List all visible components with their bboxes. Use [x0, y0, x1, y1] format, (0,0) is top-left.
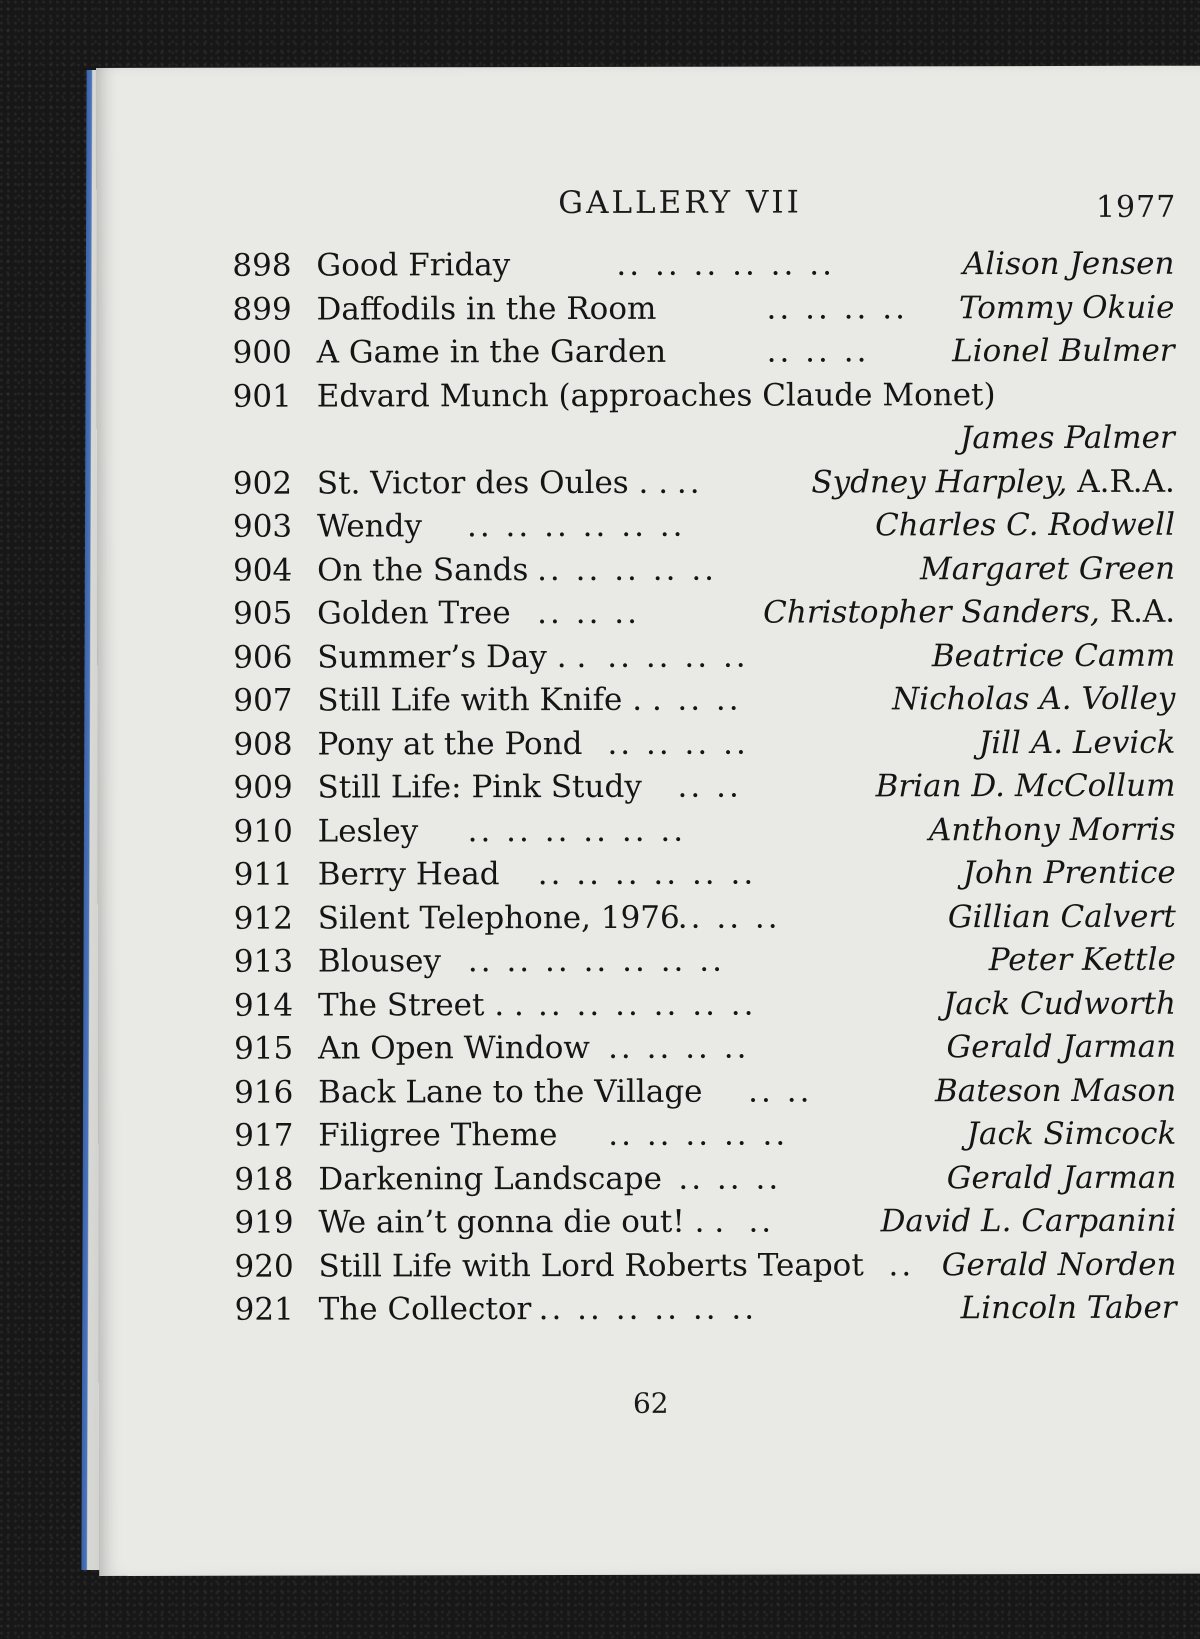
artist-name: Brian D. McCollum	[875, 767, 1176, 805]
entry-number: 905	[233, 595, 293, 632]
entry-number: 913	[233, 943, 294, 980]
entry-row	[97, 546, 1200, 592]
dot-leader: ..	[748, 1203, 775, 1240]
entry-artist	[947, 1159, 1177, 1195]
entry-number: 902	[232, 465, 293, 502]
catalogue-page	[96, 66, 1200, 1576]
entry-number: 910	[233, 813, 293, 850]
entry-title: Wendy	[316, 508, 423, 545]
entry-row	[98, 1068, 1200, 1114]
entry-artist	[920, 550, 1175, 587]
artist-name: Lincoln Taber	[960, 1289, 1177, 1327]
dot-leader: .. .. ..	[766, 333, 870, 370]
entry-number: 900	[232, 334, 292, 371]
entry-row	[98, 851, 1200, 897]
dot-leader: .. .. ..	[537, 594, 641, 632]
entry-artist	[963, 246, 1175, 282]
entry-title: Berry Head	[317, 856, 500, 893]
entry-artist	[892, 681, 1175, 718]
artist-name: Peter Kettle	[988, 941, 1176, 979]
entry-artist	[935, 1072, 1176, 1109]
entry-title: Darkening Landscape	[318, 1160, 663, 1198]
entry-row	[98, 1199, 1200, 1245]
entry-row	[97, 677, 1200, 723]
entry-title: Still Life: Pink Study	[317, 768, 642, 806]
entry-row	[97, 633, 1200, 679]
entry-title: On the Sands	[317, 551, 529, 589]
dot-leader: .. .. ..	[677, 899, 781, 936]
entry-title: A Game in the Garden	[316, 333, 667, 371]
entry-artist	[967, 1116, 1177, 1152]
entry-row	[98, 1155, 1200, 1201]
entry-row	[98, 981, 1200, 1027]
artist-name: Gerald Jarman	[946, 1028, 1177, 1066]
entry-title: An Open Window	[318, 1029, 590, 1067]
artist-name: Jill A. Levick	[978, 724, 1176, 761]
dot-leader: .. ..	[677, 681, 742, 718]
artist-name: Beatrice Camm	[931, 637, 1176, 674]
page-number: 62	[632, 1386, 669, 1420]
entry-row	[97, 416, 1200, 462]
dot-leader: .. .. .. .. .. ..	[467, 812, 687, 849]
entry-artist	[929, 811, 1176, 848]
entry-title: Back Lane to the Village	[318, 1073, 703, 1111]
dot-leader: .. .. .. .. .. ..	[537, 986, 757, 1023]
entry-title: St. Victor des Oules . .	[316, 464, 669, 502]
artist-name: Tommy Okuie	[958, 289, 1175, 326]
entry-number: 898	[232, 247, 292, 284]
entry-row	[98, 894, 1200, 940]
dot-leader: .. .. ..	[678, 1160, 782, 1197]
entry-row	[96, 285, 1200, 331]
entry-number: 920	[234, 1248, 294, 1285]
artist-name: Gillian Calvert	[947, 898, 1176, 935]
artist-suffix: R.A.	[1109, 593, 1176, 630]
entry-artist	[763, 594, 1175, 631]
dot-leader	[617, 420, 911, 421]
artist-name: Lionel Bulmer	[952, 332, 1175, 370]
entry-row	[97, 503, 1200, 549]
dot-leader: .. ..	[748, 1073, 813, 1110]
artist-suffix: A.R.A.	[1077, 463, 1175, 500]
entry-title: Daffodils in the Room	[316, 290, 657, 328]
artist-name: Gerald Norden	[941, 1246, 1177, 1283]
entry-artist	[942, 1246, 1177, 1282]
entry-row	[99, 1286, 1200, 1332]
artist-name: James Palmer	[959, 419, 1175, 457]
entry-number: 908	[233, 726, 293, 763]
entry-number: 911	[233, 856, 293, 893]
entry-artist	[952, 333, 1175, 369]
dot-leader: .. .. .. .. .. ..	[537, 855, 757, 893]
artist-name: Anthony Morris	[928, 811, 1176, 848]
entry-artist	[961, 1290, 1177, 1326]
entry-title: Lesley	[317, 812, 419, 850]
entry-title: Still Life with Lord Roberts Teapot	[318, 1246, 864, 1285]
dot-leader: .. .. .. ..	[766, 289, 908, 327]
entry-title: We ain’t gonna die out! . .	[318, 1203, 725, 1241]
entry-artist	[881, 1203, 1177, 1240]
entry-number: 901	[232, 378, 292, 415]
entry-title: The Collector	[318, 1291, 532, 1328]
entry-row	[98, 1025, 1200, 1071]
dot-leader: .. .. .. .. .. ..	[466, 507, 686, 545]
entry-number: 909	[233, 769, 293, 806]
entry-row	[97, 764, 1200, 810]
entry-artist	[875, 507, 1175, 544]
entry-number: 912	[233, 900, 293, 937]
dot-leader: .. .. .. .. .. ..	[538, 1290, 758, 1328]
entry-title: Still Life with Knife . .	[317, 681, 662, 719]
entry-row	[96, 242, 1200, 288]
entry-artist	[946, 1029, 1176, 1065]
entry-artist	[876, 768, 1176, 805]
entry-title: Summer’s Day . .	[317, 638, 587, 676]
artist-name: Nicholas A. Volley	[892, 680, 1176, 718]
page-footer	[99, 1386, 1200, 1421]
entry-number: 915	[234, 1030, 294, 1067]
entry-number: 907	[233, 682, 293, 719]
dot-leader: .. .. .. .. ..	[537, 551, 718, 588]
entry-number: 914	[233, 987, 294, 1024]
entry-artist	[959, 289, 1175, 325]
catalogue-year: 1977	[1095, 189, 1177, 225]
artist-name: Bateson Mason	[934, 1072, 1177, 1109]
dot-leader: .. .. .. .. .. ..	[616, 246, 835, 283]
artist-name: Margaret Green	[919, 550, 1176, 587]
entry-number: 918	[234, 1161, 294, 1198]
entry-artist	[960, 420, 1175, 456]
entry-row	[98, 1242, 1200, 1288]
entry-title: Good Friday	[316, 247, 511, 284]
artist-name: John Prentice	[962, 854, 1176, 892]
dot-leader: .. .. .. ..	[608, 1029, 750, 1066]
entry-artist	[948, 898, 1176, 934]
entry-row	[97, 372, 1200, 418]
dot-leader: .. .. .. ..	[607, 638, 749, 675]
artist-name: Jack Cudworth	[943, 985, 1176, 1022]
entry-title: Filigree Theme	[318, 1117, 558, 1154]
entry-artist	[943, 985, 1176, 1021]
page-header	[96, 184, 1200, 226]
entries-list	[96, 242, 1200, 1332]
entry-row	[97, 590, 1200, 636]
entry-number: 903	[232, 508, 293, 545]
artist-name: David L. Carpanini	[880, 1202, 1177, 1240]
entry-row	[98, 1112, 1200, 1158]
dot-leader: .. ..	[677, 768, 742, 805]
entry-title: Edvard Munch (approaches Claude Monet)	[316, 376, 996, 415]
entry-number: 904	[233, 552, 293, 589]
artist-name: Sydney Harpley,	[811, 463, 1068, 501]
entry-title: Silent Telephone, 1976	[317, 899, 680, 937]
dot-leader: ..	[888, 1246, 915, 1283]
entry-artist	[811, 463, 1175, 500]
entry-number: 921	[234, 1291, 294, 1328]
entry-title: Pony at the Pond	[317, 725, 583, 763]
dot-leader: .. .. .. .. .. .. ..	[467, 942, 726, 980]
entry-number: 917	[234, 1117, 294, 1154]
entry-number: 916	[234, 1074, 294, 1111]
artist-name: Christopher Sanders,	[763, 593, 1100, 631]
artist-name: Charles C. Rodwell	[875, 506, 1175, 544]
artist-name: Gerald Jarman	[946, 1159, 1177, 1196]
gallery-title: GALLERY VII	[558, 184, 802, 222]
entry-number: 899	[232, 291, 292, 328]
dot-leader: .. .. .. .. ..	[608, 1116, 789, 1153]
entry-title: Golden Tree	[317, 595, 511, 632]
entry-artist	[989, 942, 1176, 978]
artist-name: Jack Simcock	[966, 1115, 1177, 1153]
entry-row	[97, 329, 1200, 375]
entry-artist	[963, 855, 1176, 891]
entry-number: 906	[233, 639, 293, 676]
entry-row	[98, 938, 1200, 984]
entry-row	[97, 720, 1200, 766]
dot-leader: .. .. .. ..	[607, 725, 749, 762]
entry-title: Blousey	[317, 943, 442, 980]
entry-title: The Street . .	[317, 986, 524, 1024]
entry-row	[97, 459, 1200, 505]
artist-name: Alison Jensen	[962, 245, 1175, 283]
entry-row	[98, 807, 1200, 853]
dot-leader: ..	[676, 464, 703, 501]
entry-number: 919	[234, 1204, 294, 1241]
entry-artist	[932, 637, 1175, 674]
entry-artist	[979, 724, 1176, 760]
